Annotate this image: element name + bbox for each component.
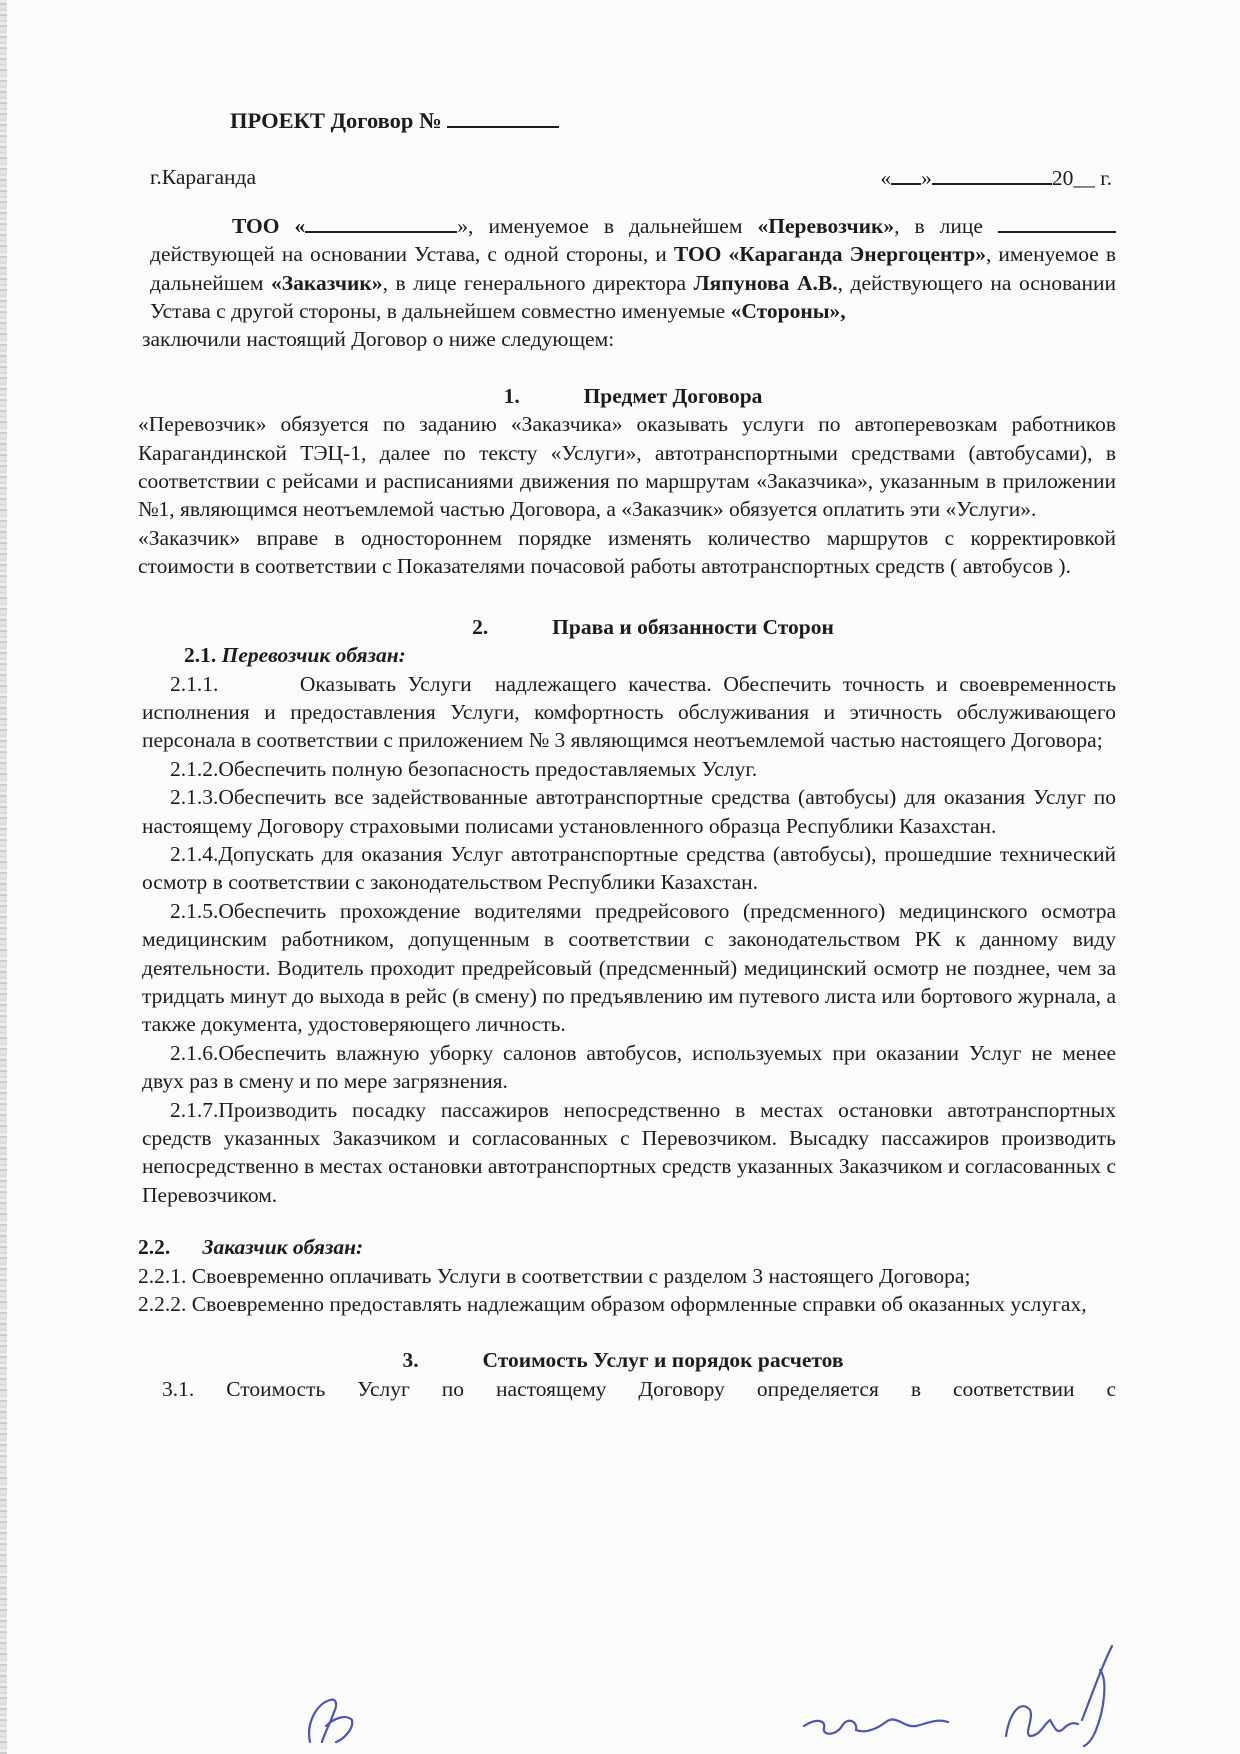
subsection-2-2-heading: 2.2. Заказчик обязан: <box>138 1235 364 1260</box>
list-item: 2.2.1. Своевременно оплачивать Услуги в соответствии с разделом 3 настоящего Договора; <box>138 1263 971 1288</box>
representative-blank <box>998 211 1116 233</box>
list-item: 2.1.4.Допускать для оказания Услуг автотранспортные средства (автобусы), прошедшие технический осмотр в соответствии с законодательством Республики Казахстан. <box>142 841 1116 895</box>
section-2-heading: 2. Права и обязанности Сторон <box>472 614 834 639</box>
document-title: ПРОЕКТ Договор № <box>230 106 1116 135</box>
city: г.Караганда <box>150 165 257 190</box>
section-1-paragraph-1: «Перевозчик» обязуется по заданию «Заказчика» оказывать услуги по автоперевозкам работников Карагандинской ТЭЦ-1, далее по тексту «Услуги», автотранспортными средствами (автобусами), в соответствии с рейсами и расписаниями движения по маршрутам «Заказчика», указанным в приложении №1, являющимся неотъемлемой частью Договора, а «Заказчик» обязуется оплатить эти «Услуги». <box>138 412 1116 522</box>
section-1-paragraph-2: «Заказчик» вправе в одностороннем порядке изменять количество маршрутов с корректировкой стоимости в соответствии с Показателями почасовой работы автотранспортных средств ( автобусов ). <box>138 525 1116 579</box>
contract-number-blank <box>447 106 559 128</box>
signature-initials-left <box>296 1690 366 1750</box>
section-3-paragraph-1: 3.1. Стоимость Услуг по настоящему Договору определяется в соответствии с <box>162 1376 1116 1401</box>
city-date-row <box>150 163 1116 192</box>
section-1-heading: 1. Предмет Договора <box>503 383 763 408</box>
intro-paragraph: ТОО « », именуемое в дальнейшем «Перевозчик», в лице действующей на основании Устава, с одной стороны, и ТОО «Караганда Энергоцентр», именуемое в дальнейшем «Заказчик», в лице генерального директора Ляпунова А.В., действующего на основании Устава с другой стороны, в дальнейшем совместно именуемые «Стороны», <box>150 211 1116 326</box>
date-line: « » 20__ г. <box>880 163 1112 192</box>
list-item: 2.1.6.Обеспечить влажную уборку салонов автобусов, используемых при оказании Услуг не менее двух раз в смену и по мере загрязнения. <box>142 1040 1116 1094</box>
list-item: 2.1.7.Производить посадку пассажиров непосредственно в местах остановки автотранспортных средств указанных Заказчиком и согласованных с Перевозчиком. Высадку пассажиров производить непосредственно в местах остановки автотранспортных средств указанных Заказчиком и согласованных с Перевозчиком. <box>142 1097 1116 1207</box>
list-item: 2.1.3.Обеспечить все задействованные автотранспортные средства (автобусы) для оказания Услуг по настоящему Договору страховыми полисами установленного образца Республики Казахстан. <box>142 785 1116 838</box>
list-item: 2.2.2. Своевременно предоставлять надлежащим образом оформленные справки об оказанных услугах, <box>138 1292 1087 1317</box>
day-blank <box>891 163 921 185</box>
concluded-line: заключили настоящий Договор о ниже следующем: <box>142 327 615 352</box>
list-item: 2.1.1. Оказывать Услуги надлежащего качества. Обеспечить точность и своевременность исполнения и предоставления Услуги, комфортность обслуживания и этичность обслуживающего персонала в соответствии с приложением № 3 являющимся неотъемлемой частью настоящего Договора; <box>142 671 1122 753</box>
subsection-2-1-heading: 2.1. Перевозчик обязан: <box>184 643 406 668</box>
carrier-obligations-list <box>142 670 1122 1210</box>
signature-right-1 <box>796 1700 956 1750</box>
carrier-name-blank <box>305 211 457 233</box>
section-3-heading: 3. Стоимость Услуг и порядок расчетов <box>402 1348 844 1373</box>
document-page <box>138 106 1122 1403</box>
scan-edge-artifact <box>0 0 7 1754</box>
signature-right-2 <box>1000 1640 1140 1754</box>
list-item: 2.1.2.Обеспечить полную безопасность предоставляемых Услуг. <box>170 756 758 781</box>
list-item: 2.1.5.Обеспечить прохождение водителями предрейсового (предсменного) медицинского осмотра медицинским работником, допущенным в соответствии с законодательством РК к данному виду деятельности. Водитель проходит предрейсовый (предсменный) медицинский осмотр не позднее, чем за тридцать минут до выхода в рейс (в смену) по предъявлению им путевого листа или бортового журнала, а также документа, удостоверяющего личность. <box>142 898 1116 1037</box>
month-blank <box>932 163 1052 185</box>
